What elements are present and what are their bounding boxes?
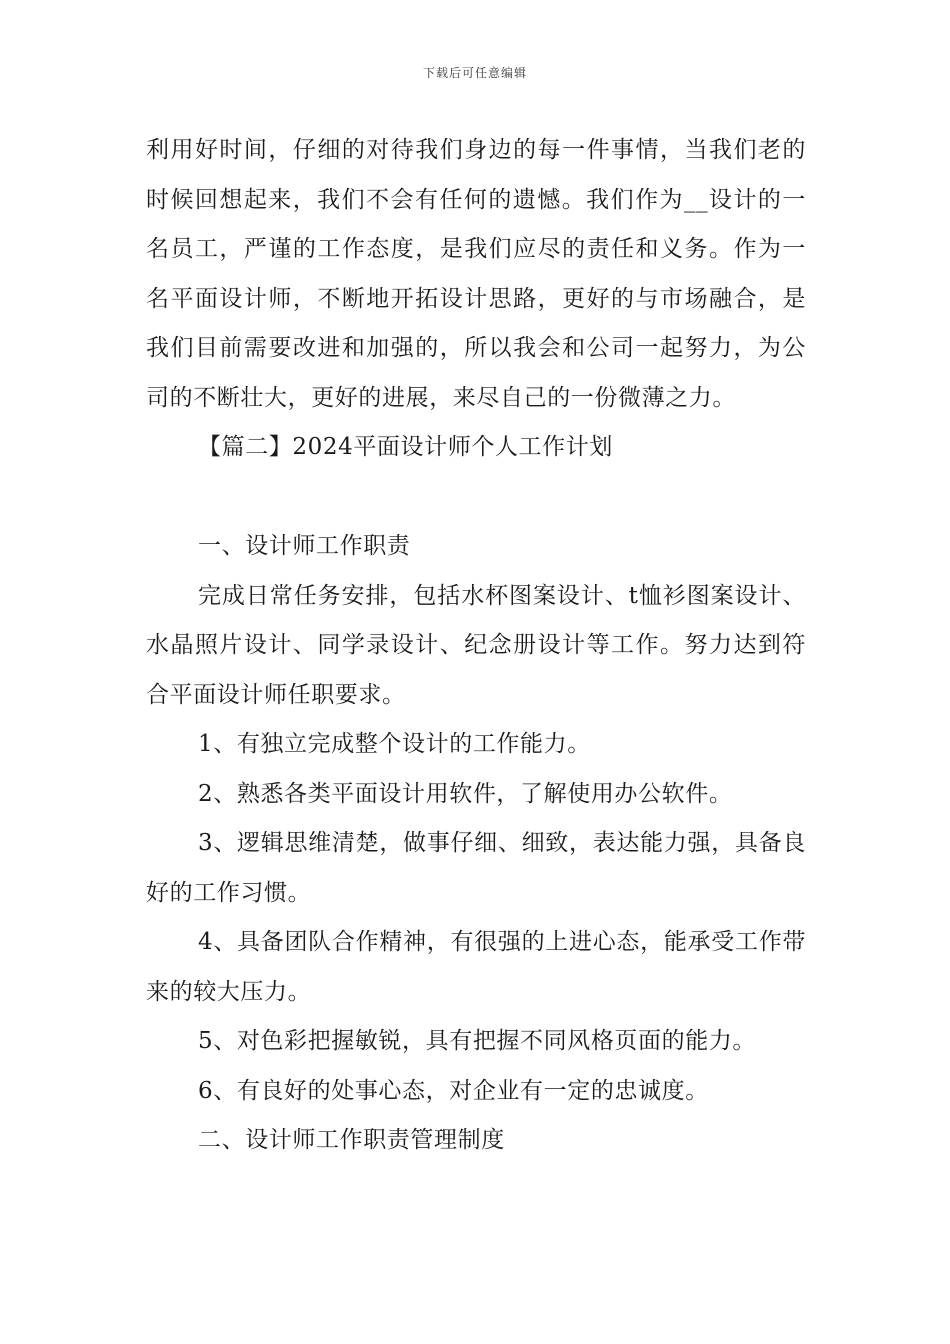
blank-line	[146, 473, 806, 523]
list-item: 4、具备团队合作精神，有很强的上进心态，能承受工作带来的较大压力。	[146, 929, 806, 1005]
heading-duties: 一、设计师工作职责	[198, 533, 411, 559]
list-item: 5、对色彩把握敏锐，具有把握不同风格页面的能力。	[198, 1028, 757, 1054]
document-body	[146, 126, 806, 1166]
section-title: 【篇二】2024平面设计师个人工作计划	[198, 434, 613, 460]
download-note: 下载后可任意编辑	[422, 66, 527, 80]
list-item: 3、逻辑思维清楚，做事仔细、细致，表达能力强，具备良好的工作习惯。	[146, 830, 806, 906]
heading-management: 二、设计师工作职责管理制度	[198, 1127, 505, 1153]
list-item: 1、有独立完成整个设计的工作能力。	[198, 731, 591, 757]
list-item: 2、熟悉各类平面设计用软件，了解使用办公软件。	[198, 780, 733, 807]
list-item: 6、有良好的处事心态，对企业有一定的忠诚度。	[198, 1077, 709, 1104]
paragraph-continuation: 利用好时间，仔细的对待我们身边的每一件事情，当我们老的时候回想起来，我们不会有任何的遗憾。我们作为__设计的一名员工，严谨的工作态度，是我们应尽的责任和义务。作为一名平面设计师，不断地开拓设计思路，更好的与市场融合，是我们目前需要改进和加强的，所以我会和公司一起努力，为公司的不断壮大，更好的进展，来尽自己的一份微薄之力。	[146, 137, 806, 411]
paragraph-duties: 完成日常任务安排，包括水杯图案设计、t恤衫图案设计、水晶照片设计、同学录设计、纪念册设计等工作。努力达到符合平面设计师任职要求。	[146, 582, 806, 708]
